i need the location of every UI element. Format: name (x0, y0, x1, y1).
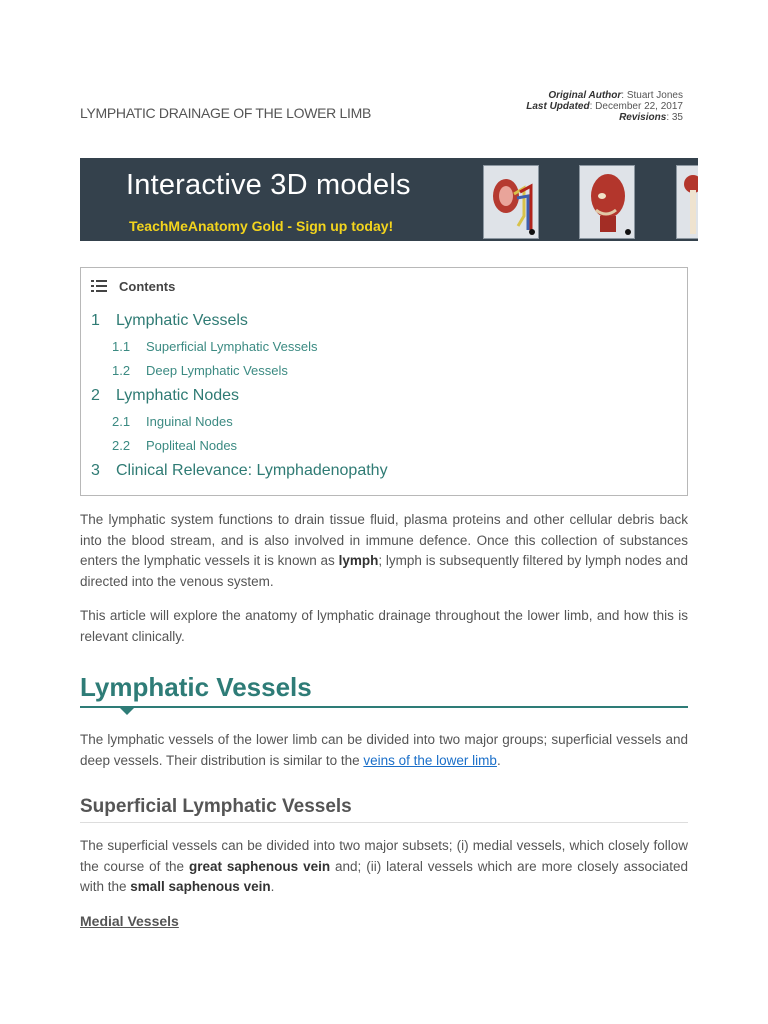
toc-label: Superficial Lymphatic Vessels (146, 339, 318, 354)
thumbnail-dot (529, 229, 535, 235)
revisions-count: 35 (671, 112, 683, 123)
text-run: ; lymph is subsequently filtered by lymph nodes and directed into the venous system. (80, 553, 689, 589)
intro-paragraph-1 (80, 510, 688, 592)
toc-number: 2.1 (112, 414, 131, 429)
text-run: and; (ii) lateral vessels which are more closely associated with the (80, 858, 688, 894)
subsection-heading-superficial: Superficial Lymphatic Vessels (80, 796, 352, 817)
head-model-image (580, 166, 634, 238)
toc-item-superficial-vessels[interactable] (112, 339, 318, 354)
toc-label: Popliteal Nodes (146, 438, 238, 453)
table-of-contents (80, 267, 688, 496)
toc-number: 1.2 (112, 363, 131, 378)
heading-notch (119, 707, 135, 715)
veins-link[interactable]: veins of the lower limb (363, 752, 497, 768)
arm-model-image (677, 166, 698, 238)
updated-label: Last Updated (526, 101, 590, 112)
toc-number: 1 (91, 312, 100, 329)
toc-item-lymphatic-vessels[interactable] (91, 312, 248, 330)
bold-term-lymph: lymph (338, 553, 379, 568)
toc-label: Lymphatic Nodes (116, 387, 240, 404)
toc-item-inguinal-nodes[interactable] (112, 414, 233, 429)
vessels-paragraph (80, 730, 688, 771)
subheading-rule (80, 822, 688, 823)
toc-label: Inguinal Nodes (146, 414, 233, 429)
toc-title: Contents (119, 279, 176, 294)
toc-item-clinical-relevance[interactable] (91, 462, 388, 480)
kidney-model-thumbnail[interactable] (483, 165, 539, 239)
section-heading-lymphatic-vessels: Lymphatic Vessels (80, 672, 312, 702)
toc-label: Clinical Relevance: Lymphadenopathy (116, 462, 388, 479)
toc-header[interactable] (91, 279, 175, 295)
toc-label: Deep Lymphatic Vessels (146, 363, 288, 378)
article-meta: Original Author: Stuart Jones Last Updated: December 22, 2017 Revisions: 35 (526, 90, 683, 123)
text-run: . (270, 879, 275, 894)
author-name[interactable]: Stuart Jones (626, 90, 683, 101)
intro-paragraph-2: This article will explore the anatomy of lymphatic drainage throughout the lower limb, and how this is relevant clinically. (80, 608, 688, 644)
text-run: The lymphatic system functions to drain tissue fluid, plasma proteins and other cellular debris back into the blood stream, and is also involved in immune defence. Once this collection of substances enters the lymphatic vessels it is known as (80, 512, 688, 568)
toc-number: 3 (91, 462, 100, 479)
toc-label: Lymphatic Vessels (116, 312, 248, 329)
kidney-model-image (484, 166, 538, 238)
updated-date: December 22, 2017 (595, 101, 683, 112)
text-run: . (496, 752, 501, 768)
promo-banner[interactable] (80, 158, 698, 241)
banner-title: Interactive 3D models (126, 169, 411, 201)
toc-number: 1.1 (112, 339, 131, 354)
thumbnail-dot (625, 229, 631, 235)
page-title: LYMPHATIC DRAINAGE OF THE LOWER LIMB (80, 105, 372, 121)
bold-term-great-saphenous: great saphenous vein (188, 858, 331, 874)
toc-number: 2 (91, 387, 100, 404)
revisions-label: Revisions (619, 112, 667, 123)
author-label: Original Author (548, 90, 622, 101)
heading-underline (80, 706, 688, 708)
toc-item-lymphatic-nodes[interactable] (91, 387, 239, 405)
medial-vessels-heading: Medial Vessels (80, 913, 179, 929)
bold-term-small-saphenous: small saphenous vein (130, 879, 271, 894)
text-run: The lymphatic vessels of the lower limb can be divided into two major groups; superficial vessels and deep vessels. Their distribution is similar to the (80, 732, 688, 768)
head-model-thumbnail[interactable] (579, 165, 635, 239)
list-icon (91, 280, 107, 295)
toc-number: 2.2 (112, 438, 131, 453)
arm-model-thumbnail[interactable] (676, 165, 698, 239)
toc-item-popliteal-nodes[interactable] (112, 438, 237, 453)
toc-item-deep-vessels[interactable] (112, 363, 288, 378)
text-run: The superficial vessels can be divided into two major subsets; (i) medial vessels, which closely follow the course of the (80, 838, 688, 874)
superficial-paragraph (80, 836, 688, 898)
banner-subtitle: TeachMeAnatomy Gold - Sign up today! (129, 218, 394, 234)
